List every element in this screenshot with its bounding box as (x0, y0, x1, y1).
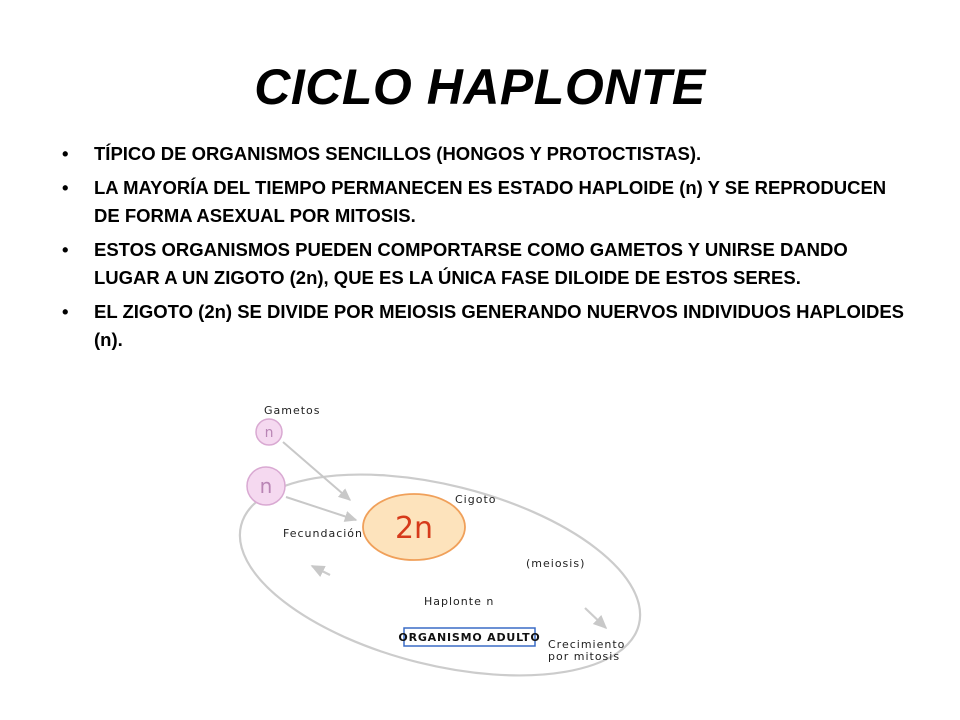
cigoto-label: Cigoto (455, 493, 497, 506)
bullet-item: • EL ZIGOTO (2n) SE DIVIDE POR MEIOSIS GENERANDO NUERVOS INDIVIDUOS HAPLOIDES (n). (62, 298, 912, 354)
mitosis-label: por mitosis (548, 650, 621, 663)
crecimiento-label: Crecimiento (548, 638, 626, 651)
fertilization-arrow (283, 442, 350, 500)
cycle-arrow-growth (585, 608, 606, 628)
cycle-arrow-return (312, 566, 330, 575)
cycle-ring (219, 438, 660, 712)
meiosis-label: (meiosis) (526, 557, 586, 570)
gamete-small-label: n (264, 425, 274, 441)
bullet-item: • TÍPICO DE ORGANISMOS SENCILLOS (HONGOS Y PROTOCTISTAS). (62, 140, 912, 168)
fecundacion-label: Fecundación (283, 527, 364, 540)
fertilization-arrow (286, 497, 356, 520)
bullet-item: • LA MAYORÍA DEL TIEMPO PERMANECEN ES ESTADO HAPLOIDE (n) Y SE REPRODUCEN DE FORMA ASEXUAL POR MITOSIS. (62, 174, 912, 230)
bullet-item: • ESTOS ORGANISMOS PUEDEN COMPORTARSE COMO GAMETOS Y UNIRSE DANDO LUGAR A UN ZIGOTO (2n), QUE ES LA ÚNICA FASE DILOIDE DE ESTOS SERES. (62, 236, 912, 292)
haplonte-label: Haplonte n (424, 595, 495, 608)
gamete-large-label: n (259, 474, 273, 498)
page-title: CICLO HAPLONTE (254, 59, 706, 115)
organismo-label: ORGANISMO ADULTO (398, 631, 541, 644)
gametos-label: Gametos (264, 404, 321, 417)
zygote-label: 2n (394, 511, 434, 546)
